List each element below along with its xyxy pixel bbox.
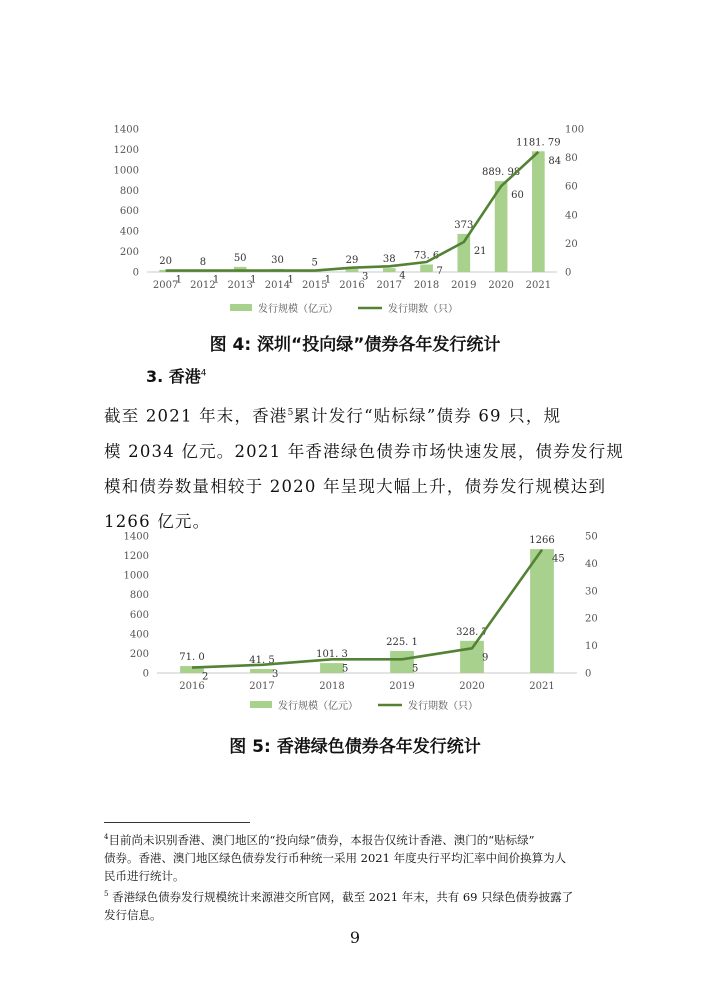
x-axis-tick-label: 2021 [529,681,555,692]
body-paragraph [104,396,625,539]
x-axis-tick-label: 2015 [302,280,328,291]
left-axis-tick-label: 400 [119,226,139,238]
line-data-label: 2 [202,671,209,683]
x-axis-tick-label: 2019 [389,681,415,692]
x-axis-tick-label: 2014 [264,280,291,291]
footnote-line [104,849,604,867]
right-axis-tick-label: 0 [585,668,592,680]
bar-data-label: 1181. 79 [516,137,561,149]
bar-data-label: 71. 0 [179,652,205,664]
right-axis-tick-label: 50 [585,531,598,543]
x-axis-tick-label: 2021 [525,280,552,291]
left-axis-tick-label: 0 [132,267,139,279]
para-line-text: 1266 亿元。 [104,511,211,531]
right-axis-tick-label: 40 [585,558,598,570]
chart-shenzhen-svg [0,110,710,325]
bar-data-label: 373 [454,219,474,231]
bar-data-label: 889. 98 [482,167,521,179]
line-data-label: 5 [412,663,419,675]
para-line [104,434,625,469]
x-axis-tick-label: 2017 [376,280,402,291]
bar-data-label: 20 [159,255,173,267]
para-line-text: 累计发行“贴标绿”债券 69 只，规 [293,406,562,426]
bar [532,151,545,272]
figure-5-caption: 图 5: 香港绿色债券各年发行统计 [229,737,481,757]
bar-data-label: 73. 6 [413,250,440,262]
left-axis-tick-label: 600 [129,609,149,621]
left-axis-tick-label: 600 [119,206,139,218]
bar-data-label: 38 [382,254,396,266]
para-line [104,469,607,504]
right-axis-tick-label: 80 [565,153,578,165]
line-data-label: 3 [362,271,369,283]
x-axis-tick-label: 2019 [451,280,477,291]
x-axis-tick-label: 2017 [249,681,275,692]
right-axis-tick-label: 60 [565,181,578,193]
line-series-issuance-count [192,550,542,668]
bar-data-label: 29 [345,255,359,267]
x-axis-tick-label: 2020 [488,280,514,291]
bar-data-label: 101. 3 [316,649,348,661]
bar [346,269,359,272]
line-data-label: 7 [436,265,443,277]
right-axis-tick-label: 10 [585,641,598,653]
bar-data-label: 50 [233,252,247,264]
line-data-label: 45 [552,553,565,565]
line-data-label: 4 [399,270,406,282]
legend-bar-swatch [230,304,252,311]
figure-4-caption: 图 4: 深圳“投向绿”债券各年发行统计 [209,335,501,355]
legend-line-label: 发行期数（只） [408,701,478,712]
legend-bar-swatch [250,701,272,708]
line-data-label: 1 [250,274,257,286]
bar-data-label: 30 [271,254,284,266]
section-title [146,364,207,387]
left-axis-tick-label: 1000 [113,165,139,177]
bar-data-label: 225. 1 [386,636,418,648]
x-axis-tick-label: 2012 [190,280,216,291]
x-axis-tick-label: 2018 [413,280,440,291]
footnote-marker: 5 [104,889,109,898]
para-line [104,396,604,434]
bar [457,234,470,272]
left-axis-tick-label: 800 [119,185,139,197]
chart-shenzhen-green-bonds [0,110,710,329]
footnote-divider [104,822,250,823]
footnote-line [104,828,604,849]
left-axis-tick-label: 1400 [113,124,139,136]
bar-data-label: 1266 [529,535,555,547]
para-line-text: 模和债券数量相较于 2020 年呈现大幅上升，债券发行规模达到 [104,476,607,496]
bar [390,651,414,673]
right-axis-tick-label: 40 [565,210,578,222]
x-axis-tick-label: 2016 [179,681,205,692]
footnote-text: 发行信息。 [104,907,162,922]
x-axis-tick-label: 2013 [227,280,253,291]
bar [250,669,274,673]
left-axis-tick-label: 200 [119,247,139,259]
line-data-label: 21 [473,245,487,257]
left-axis-tick-label: 1400 [123,531,149,543]
footnote-text: 民币进行统计。 [104,868,185,883]
bar-data-label: 5 [311,257,318,269]
right-axis-tick-label: 100 [565,124,585,136]
footnote-ref: 5 [287,408,294,418]
x-axis-tick-label: 2018 [319,681,345,692]
line-data-label: 5 [342,663,349,675]
line-data-label: 1 [175,274,183,286]
legend-line-label: 发行期数（只） [388,304,458,315]
line-data-label: 60 [511,190,524,202]
left-axis-tick-label: 800 [129,590,149,602]
footnote-text: 香港绿色债券发行规模统计来源港交所官网，截至 2021 年末，共有 69 只绿色债券披露了 [108,889,574,904]
section-title-footnote-ref: 4 [200,368,207,379]
footnote-line [104,885,604,906]
x-axis-tick-label: 2020 [459,681,485,692]
left-axis-tick-label: 400 [129,629,149,641]
bar [383,268,396,272]
left-axis-tick-label: 1200 [123,551,149,563]
page-number: 9 [349,928,361,947]
para-line-text: 截至 2021 年末，香港 [104,406,288,426]
bar [320,663,344,673]
para-line-text: 模 2034 亿元。2021 年香港绿色债券市场快速发展，债券发行规 [104,441,625,461]
legend-bar-label: 发行规模（亿元） [258,304,338,315]
bar [420,264,433,272]
chart-hongkong-green-bonds [0,525,710,724]
bar-data-label: 41. 5 [249,654,275,666]
footnote-text: 债券。香港、澳门地区绿色债券发行币种统一采用 2021 年度央行平均汇率中间价换算为人 [104,850,567,865]
line-data-label: 1 [287,274,294,286]
legend-bar-label: 发行规模（亿元） [278,701,358,712]
footnote-marker: 4 [104,833,109,841]
line-data-label: 3 [272,668,279,680]
right-axis-tick-label: 20 [585,613,598,625]
bar [460,641,484,673]
line-data-label: 9 [482,652,489,664]
bar-data-label: 8 [199,257,207,269]
footnote-text: 目前尚未识别香港、澳门地区的“投向绿”债券，本报告仅统计香港、澳门的“贴标绿” [108,832,535,847]
right-axis-tick-label: 20 [565,238,578,250]
chart-hongkong-svg [0,525,710,720]
x-axis-tick-label: 2007 [152,280,179,291]
section-title-text: 3. 香港 [146,367,201,386]
right-axis-tick-label: 0 [565,267,572,279]
x-axis-tick-label: 2016 [339,280,365,291]
footnote-line [104,906,604,924]
left-axis-tick-label: 1000 [123,570,149,582]
line-data-label: 84 [548,155,562,167]
left-axis-tick-label: 1200 [113,144,139,156]
left-axis-tick-label: 0 [142,668,149,680]
line-data-label: 1 [212,274,220,286]
line-data-label: 1 [324,274,332,286]
right-axis-tick-label: 30 [585,586,598,598]
bar [530,549,554,673]
bar-data-label: 328. 7 [456,626,488,638]
footnotes [104,828,604,924]
footnote-line [104,867,604,885]
left-axis-tick-label: 200 [129,648,149,660]
